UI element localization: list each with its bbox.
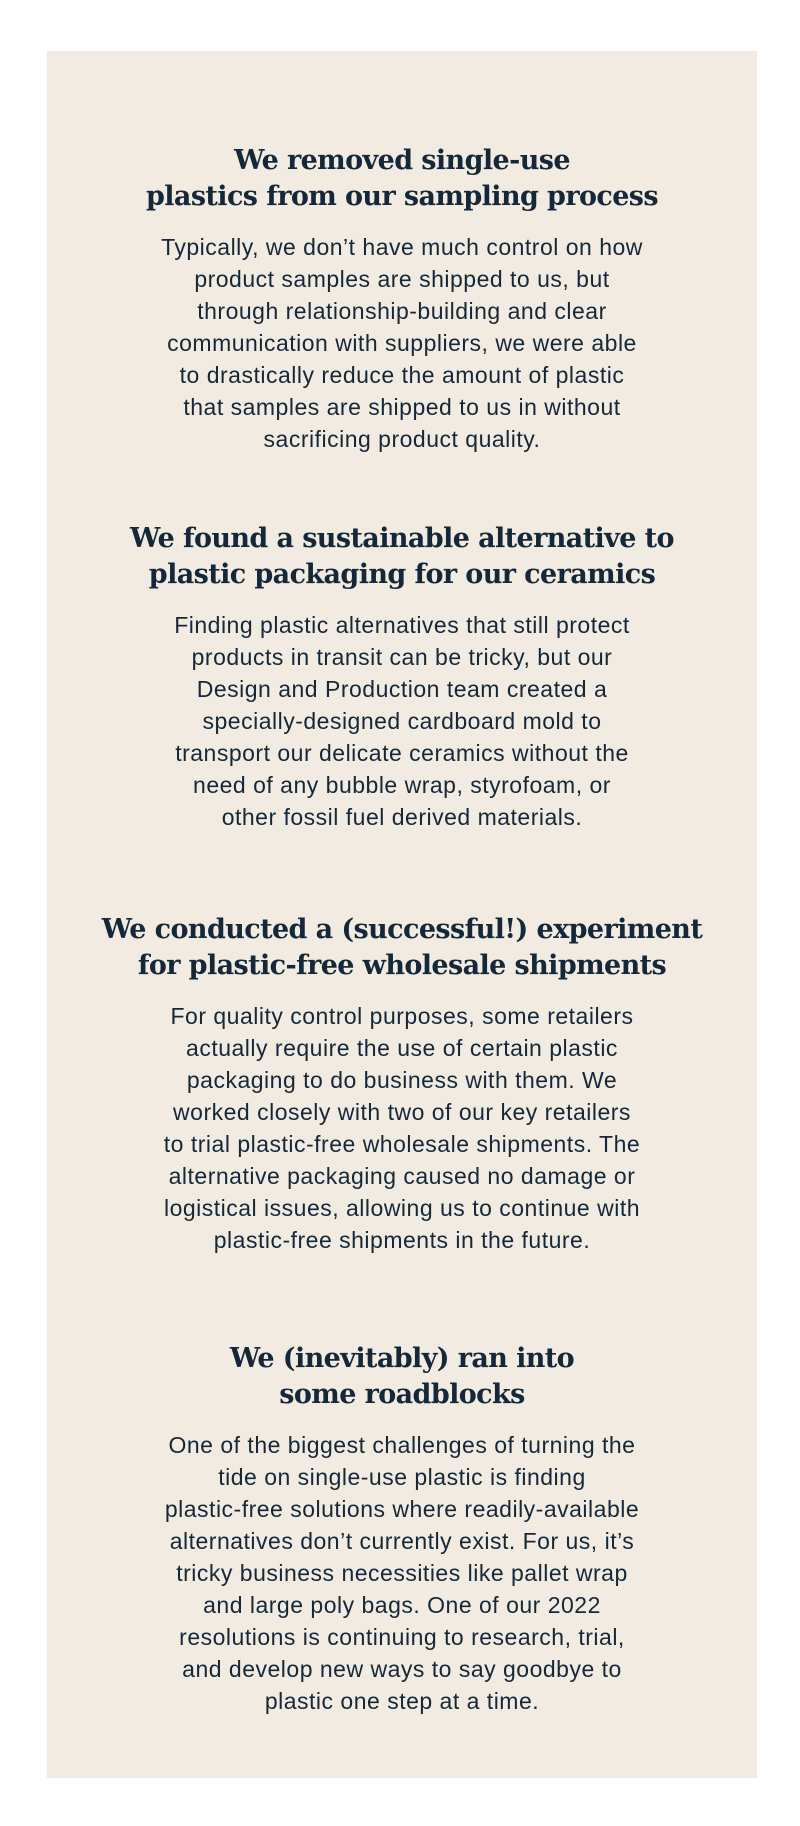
- section-roadblocks: [47, 1341, 757, 1717]
- section-body: Finding plastic alternatives that still protect products in transit can be tricky, but our Design and Production team created a specially-designed cardboard mold to transport our delicate ceramics without the need of any bubble wrap, styrofoam, or other fossil fuel derived materials.: [174, 612, 630, 830]
- section-sampling-process: [47, 143, 757, 455]
- section-body: For quality control purposes, some retailers actually require the use of certain plastic packaging to do business with them. We worked closely with two of our key retailers to trial plastic-free wholesale shipments. The alternative packaging caused no damage or logistical issues, allowing us to continue with plastic-free shipments in the future.: [163, 1003, 641, 1253]
- section-body: Typically, we don’t have much control on how product samples are shipped to us, but through relationship-building and clear communication with suppliers, we were able to drastically reduce the amount of plastic that samples are shipped to us in without sacrificing product quality.: [161, 234, 643, 452]
- section-heading: We removed single-use plastics from our sampling process: [146, 145, 658, 212]
- section-heading: We (inevitably) ran into some roadblocks: [229, 1343, 575, 1410]
- section-ceramics-packaging: [47, 521, 757, 833]
- section-wholesale-experiment: [47, 912, 757, 1256]
- content-panel: [47, 51, 757, 1778]
- section-body: One of the biggest challenges of turning the tide on single-use plastic is finding plastic-free solutions where readily-available alternatives don’t currently exist. For us, it’s tricky business necessities like pallet wrap and large poly bags. One of our 2022 resolutions is continuing to research, trial, and develop new ways to say goodbye to plastic one step at a time.: [164, 1432, 640, 1714]
- section-heading: We conducted a (successful!) experiment for plastic-free wholesale shipments: [101, 914, 703, 981]
- section-heading: We found a sustainable alternative to plastic packaging for our ceramics: [130, 523, 674, 590]
